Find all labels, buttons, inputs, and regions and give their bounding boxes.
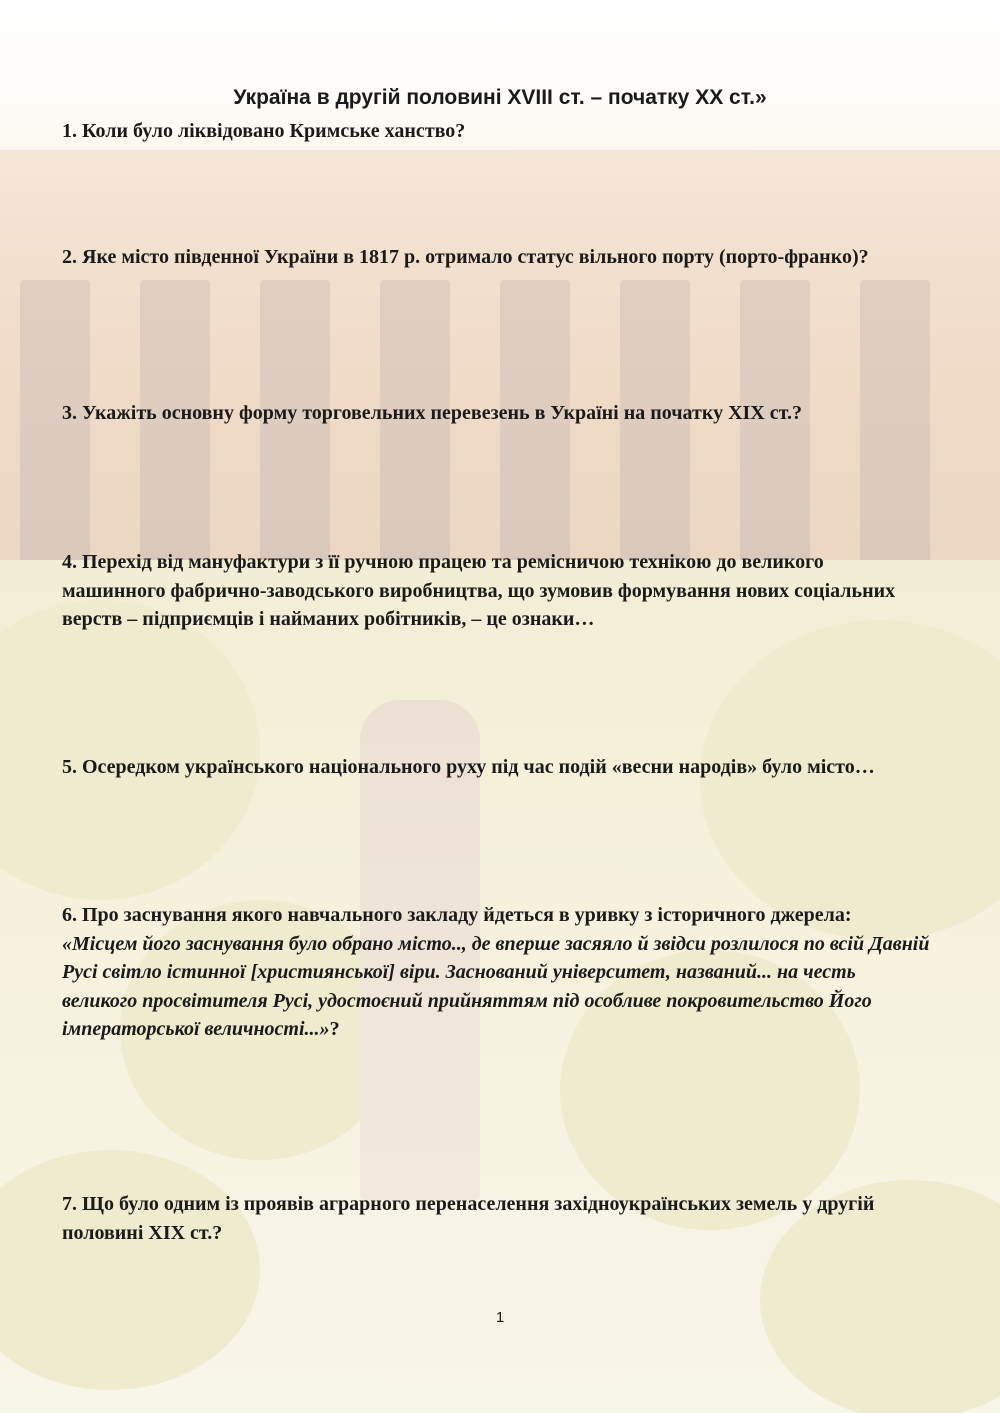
- question-1: 1. Коли було ліквідовано Кримське ханство?: [62, 120, 466, 142]
- question-2: 2. Яке місто південної України в 1817 р. отримало статус вільного порту (порто-франко)?: [62, 246, 869, 268]
- question-3: 3. Укажіть основну форму торговельних перевезень в Україні на початку XIX ст.?: [62, 402, 802, 424]
- question-6-quote: [62, 930, 932, 1044]
- question-4: 4. Перехід від мануфактури з її ручною працею та ремісничою технікою до великого машинного фабрично-заводського виробництва, що зумовив формування нових соціальних верств – підприємців і найманих робітників, – це ознаки…: [62, 551, 896, 630]
- question-6: [62, 901, 932, 1044]
- page-number: 1: [495, 1309, 505, 1326]
- question-6-tail: ?: [329, 1018, 340, 1040]
- question-6-quote-text: «Місцем його заснування було обрано місто.., де вперше засяяло й звідси розлилося по всій Давній Русі світло істинної [християнської] віри. Заснований університет, названий... на честь великого просвітителя Русі, удостоєний прийняттям під особливе покровительство Його імператорської величності...»: [62, 932, 930, 1040]
- question-7: 7. Що було одним із проявів аграрного перенаселення західноукраїнських земель у другій половині XIX ст.?: [62, 1193, 875, 1244]
- question-5: 5. Осередком українського національного руху під час подій «весни народів» було місто…: [62, 756, 875, 778]
- question-6-text: 6. Про заснування якого навчального закладу йдеться в уривку з історичного джерела:: [62, 904, 852, 926]
- document-title: Україна в другій половині XVIII ст. – початку XX ст.»: [233, 86, 767, 109]
